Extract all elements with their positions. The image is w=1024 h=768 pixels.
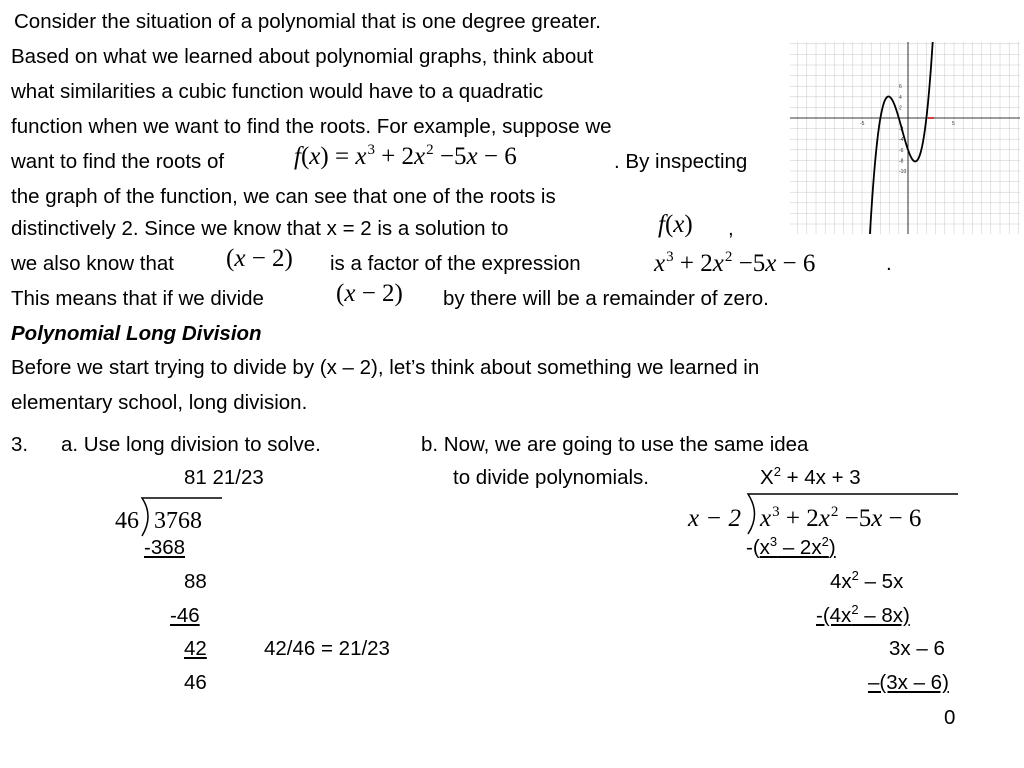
x-tick-label: -5 [860, 121, 865, 127]
y-tick-label: 4 [899, 94, 902, 101]
poly-dividend: $x^3 + 2x^2 -5x - 6$ [760, 504, 922, 532]
intro-line-9-end: by there will be a remainder of zero. [443, 287, 769, 310]
intro-line-9-start: This means that if we divide [11, 287, 264, 310]
intro-line-3: what similarities a cubic function would have to a quadratic [11, 80, 544, 103]
intro-line-8-end: . [886, 252, 892, 275]
y-tick-label: -2 [899, 126, 904, 133]
poly-step-5: –(3x – 6) [868, 671, 949, 694]
poly-divisor: x − 2 [688, 505, 741, 532]
body-line-1: Before we start trying to divide by (x – 2), let’s think about something we learned in [11, 356, 760, 379]
numeric-divisor: 46 [115, 508, 139, 534]
intro-line-1: Consider the situation of a polynomial that is one degree greater. [14, 10, 601, 33]
y-tick-label: 2 [899, 105, 902, 112]
intro-line-6: the graph of the function, we can see that one of the roots is [11, 185, 556, 208]
intro-line-2: Based on what we learned about polynomial graphs, think about [11, 45, 594, 68]
factor-x-minus-2-second: (x − 2) [336, 280, 403, 307]
intro-line-5-start: want to find the roots of [11, 150, 225, 173]
intro-line-4: function when we want to find the roots. For example, suppose we [11, 115, 612, 138]
numeric-step-2: 88 [184, 570, 207, 593]
factor-x-minus-2: (x − 2) [226, 245, 293, 272]
numeric-remainder-note: 42/46 = 21/23 [264, 637, 390, 660]
y-tick-label: -4 [899, 137, 904, 144]
poly-step-1: $-(x^3 - 2x^2)$ [746, 534, 836, 559]
question-part-b-continued: to divide polynomials. [453, 466, 649, 489]
numeric-step-1: -368 [144, 536, 186, 559]
intro-line-7-end: , [728, 217, 734, 240]
graph-x-ticks [860, 121, 955, 127]
y-tick-label: -8 [899, 158, 904, 165]
f-of-x: f(x) [658, 211, 693, 238]
poly-step-3: $-(4x^2 - 8x)$ [816, 602, 910, 627]
x-tick-label: 5 [952, 121, 955, 127]
numeric-step-5: 46 [184, 671, 207, 694]
numeric-step-4: 42 [184, 637, 207, 660]
intro-line-7-start: distinctively 2. Since we know that x = 2 is a solution to [11, 217, 509, 240]
poly-quotient: $X^2 + 4x + 3$ [760, 464, 861, 489]
intro-line-8-mid: is a factor of the expression [330, 252, 581, 275]
question-part-a: a. Use long division to solve. [61, 433, 321, 456]
cubic-expression: $x^3 + 2x^2 -5x - 6$ [654, 249, 816, 277]
body-line-2: elementary school, long division. [11, 391, 308, 414]
question-part-b: b. Now, we are going to use the same idea [421, 433, 809, 456]
numeric-step-3: -46 [170, 604, 200, 627]
intro-line-8-start: we also know that [11, 252, 174, 275]
question-number: 3. [11, 433, 29, 456]
cubic-function-graph [790, 42, 1020, 234]
y-tick-label: 6 [899, 84, 902, 91]
function-equation: $f(x) = x^3 + 2x^2 -5x - 6$ [294, 142, 517, 170]
y-tick-label: -10 [899, 169, 907, 175]
section-heading: Polynomial Long Division [11, 322, 262, 345]
numeric-quotient: 81 21/23 [184, 466, 264, 489]
y-tick-label: -6 [899, 147, 904, 154]
numeric-dividend: 3768 [154, 508, 202, 534]
poly-remainder: 0 [944, 706, 956, 729]
poly-step-2: $4x^2 - 5x$ [830, 568, 904, 593]
intro-line-5-end: . By inspecting [614, 150, 748, 173]
poly-step-4: 3x – 6 [889, 637, 945, 660]
